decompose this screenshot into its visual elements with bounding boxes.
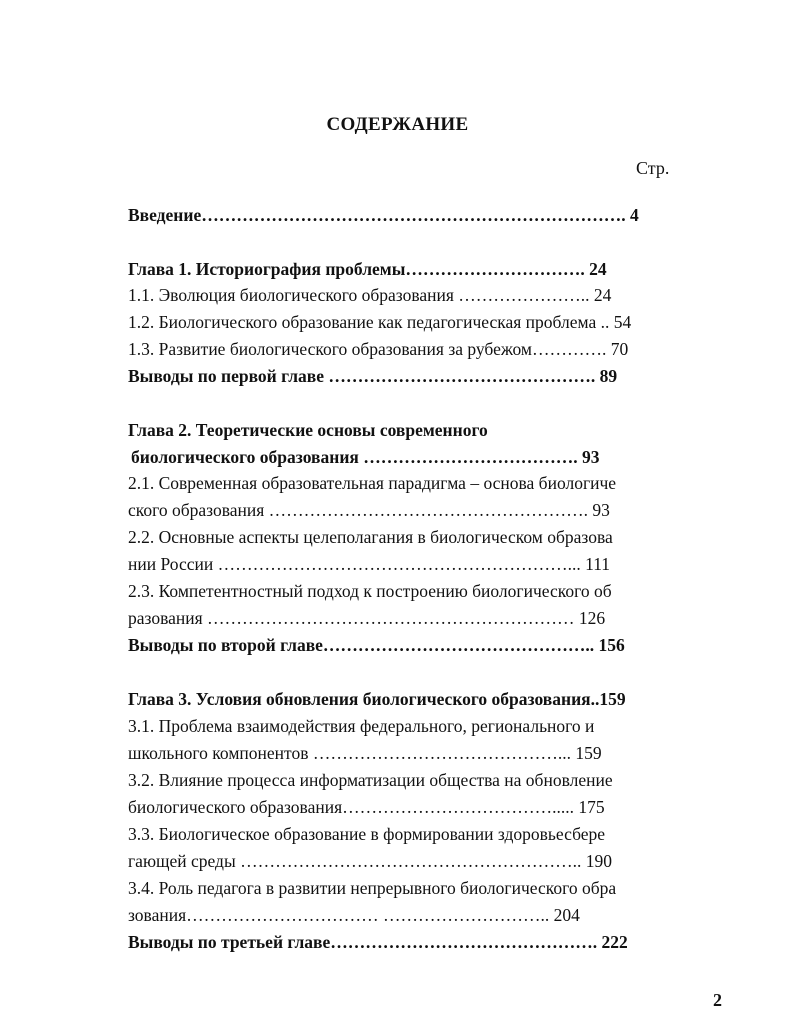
toc-line-3-1a: 3.1. Проблема взаимодействия федерального, регионального и [128,716,595,736]
toc-line-1-2: 1.2. Биологического образование как педагогическая проблема .. 54 [128,312,632,332]
page-column-label: Стр. [636,158,670,178]
toc-line-2-2b: нии России ……………………………………………………... 111 [128,554,611,574]
toc-line-conclusions-3: Выводы по третьей главе………………………………………. 222 [128,932,628,952]
contents-title: СОДЕРЖАНИЕ [326,114,469,135]
toc-line-1-3: 1.3. Развитие биологического образования за рубежом…………. 70 [128,339,629,359]
toc-line-3-2b: биологического образования………………………………..... 175 [128,797,605,817]
toc-line-2-3a: 2.3. Компетентностный подход к построению биологического об [128,581,612,601]
toc-line-conclusions-1: Выводы по первой главе ………………………………………. 89 [128,366,618,386]
toc-line-chapter-1: Глава 1. Историография проблемы…………………………. 24 [128,259,607,279]
toc-line-chapter-2b: биологического образования ………………………………. 93 [131,447,600,467]
toc-line-chapter-3: Глава 3. Условия обновления биологического образования..159 [128,689,626,709]
page-number: 2 [713,990,722,1010]
toc-line-2-1a: 2.1. Современная образовательная парадигма – основа биологиче [128,473,617,493]
toc-line-3-3a: 3.3. Биологическое образование в формировании здоровьесбере [128,824,606,844]
toc-line-intro: Введение………………………………………………………………. 4 [128,205,639,225]
toc-line-chapter-2a: Глава 2. Теоретические основы современного [128,420,488,440]
toc-line-2-2a: 2.2. Основные аспекты целеполагания в биологическом образова [128,527,613,547]
toc-line-2-3b: разования ……………………………………………………… 126 [128,608,606,628]
toc-line-1-1: 1.1. Эволюция биологического образования ………………….. 24 [128,285,612,305]
toc-line-2-1b: ского образования ………………………………………………. 93 [128,500,610,520]
toc-line-3-1b: школьного компонентов ……………………………………... 159 [128,743,602,763]
toc-line-3-4b: зования…………………………… ……………………….. 204 [128,905,580,925]
toc-line-3-2a: 3.2. Влияние процесса информатизации общества на обновление [128,770,613,790]
toc-line-3-4a: 3.4. Роль педагога в развитии непрерывного биологического обра [128,878,617,898]
toc-line-3-3b: гающей среды ………………………………………………….. 190 [128,851,612,871]
toc-line-conclusions-2: Выводы по второй главе……………………………………….. 156 [128,635,625,655]
